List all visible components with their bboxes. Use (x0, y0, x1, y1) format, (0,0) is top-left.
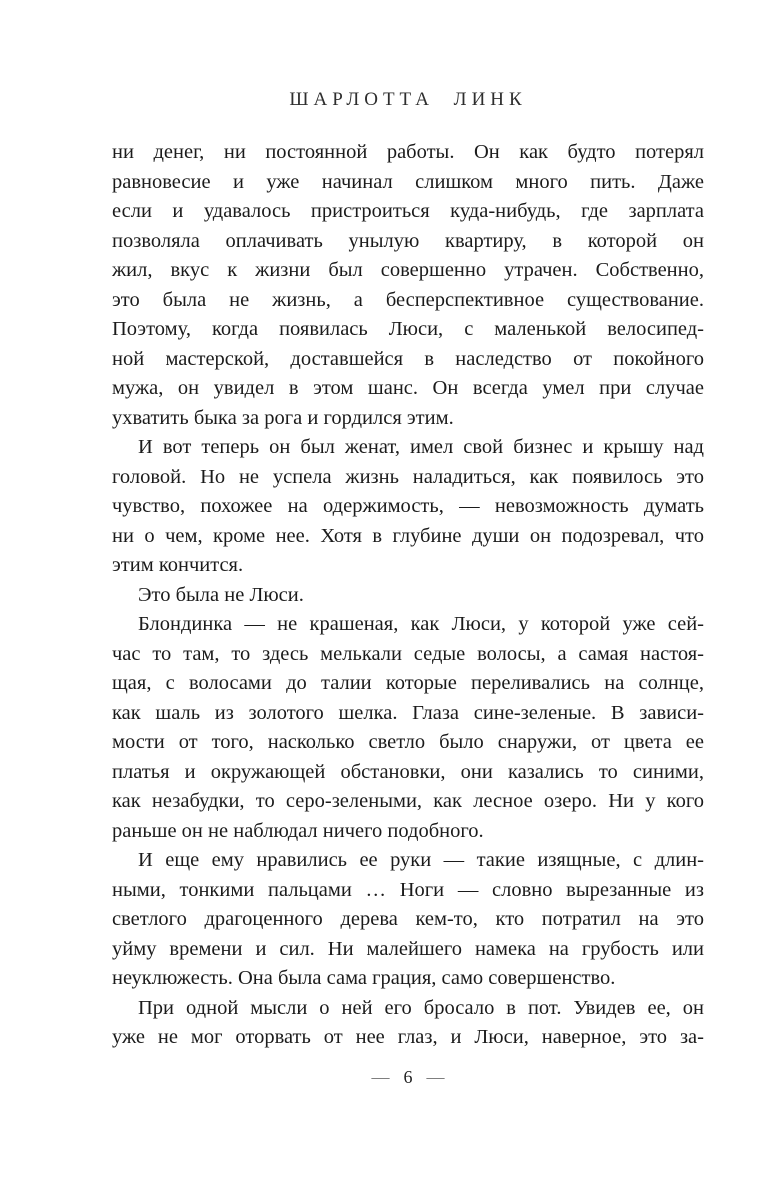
text-line: позволяла оплачивать унылую квартиру, в которой он (112, 229, 704, 252)
text-line: как шаль из золотого шелка. Глаза сине-зеленые. В зависи- (112, 701, 704, 724)
text-line: уйму времени и сил. Ни малейшего намека на грубость или (112, 937, 704, 960)
text-line: Блондинка — не крашеная, как Люси, у которой уже сей- (138, 613, 704, 635)
paragraph (112, 581, 704, 611)
text-line: чувство, похожее на одержимость, — невозможность думать (112, 495, 704, 517)
text-line: если и удавалось пристроиться куда-нибудь, где зарплата (112, 200, 704, 222)
text-line: уже не мог оторвать от нее глаз, и Люси, наверное, это за- (112, 1026, 704, 1048)
footer-right-dash: — (426, 1066, 445, 1087)
paragraph (112, 846, 704, 994)
text-line: это была не жизнь, а бесперспективное существование. (112, 288, 704, 311)
text-line: мости от того, насколько светло было снаружи, от цвета ее (112, 731, 704, 753)
text-line: раньше он не наблюдал ничего подобного. (112, 819, 484, 842)
text-line: платья и окружающей обстановки, они казались то синими, (112, 760, 704, 783)
text-line: ной мастерской, доставшейся в наследство от покойного (112, 347, 704, 370)
paragraph (112, 994, 704, 1053)
footer-left-dash: — (371, 1066, 390, 1087)
text-line: мужа, он увидел в этом шанс. Он всегда умел при случае (112, 377, 704, 399)
text-line: ни денег, ни постоянной работы. Он как будто потерял (112, 141, 704, 163)
text-line: Это была не Люси. (138, 583, 304, 606)
text-line: равновесие и уже начинал слишком много пить. Даже (112, 170, 704, 193)
text-line: щая, с волосами до талии которые переливались на солнце, (112, 672, 704, 694)
page-footer (112, 1066, 704, 1088)
text-line: час то там, то здесь мелькали седые волосы, а самая настоя- (112, 642, 704, 665)
text-line: светлого драгоценного дерева кем-то, кто потратил на это (112, 908, 704, 930)
text-line: как незабудки, то серо-зелеными, как лесное озеро. Ни у кого (112, 790, 704, 812)
text-line: головой. Но не успела жизнь наладиться, как появилось это (112, 465, 704, 488)
text-line: неуклюжесть. Она была сама грация, само совершенство. (112, 967, 616, 989)
paragraph (112, 433, 704, 581)
text-line: ухватить быка за рога и гордился этим. (112, 406, 454, 429)
text-line: этим кончится. (112, 554, 244, 576)
text-line: ными, тонкими пальцами … Ноги — словно вырезанные из (112, 878, 704, 901)
text-line: И еще ему нравились ее руки — такие изящные, с длин- (138, 849, 704, 871)
running-head-author: ШАРЛОТТА ЛИНК (289, 89, 527, 110)
page-body-text (112, 138, 704, 1053)
paragraph (112, 138, 704, 433)
text-line: Поэтому, когда появилась Люси, с маленькой велосипед- (112, 318, 704, 340)
text-line: жил, вкус к жизни был совершенно утрачен. Собственно, (112, 259, 704, 281)
text-line: ни о чем, кроме нее. Хотя в глубине души он подозревал, что (112, 524, 704, 547)
text-line: И вот теперь он был женат, имел свой бизнес и крышу над (138, 436, 704, 458)
paragraph (112, 610, 704, 846)
text-line: При одной мысли о ней его бросало в пот. Увидев ее, он (138, 996, 704, 1019)
page-number: 6 (403, 1066, 413, 1087)
